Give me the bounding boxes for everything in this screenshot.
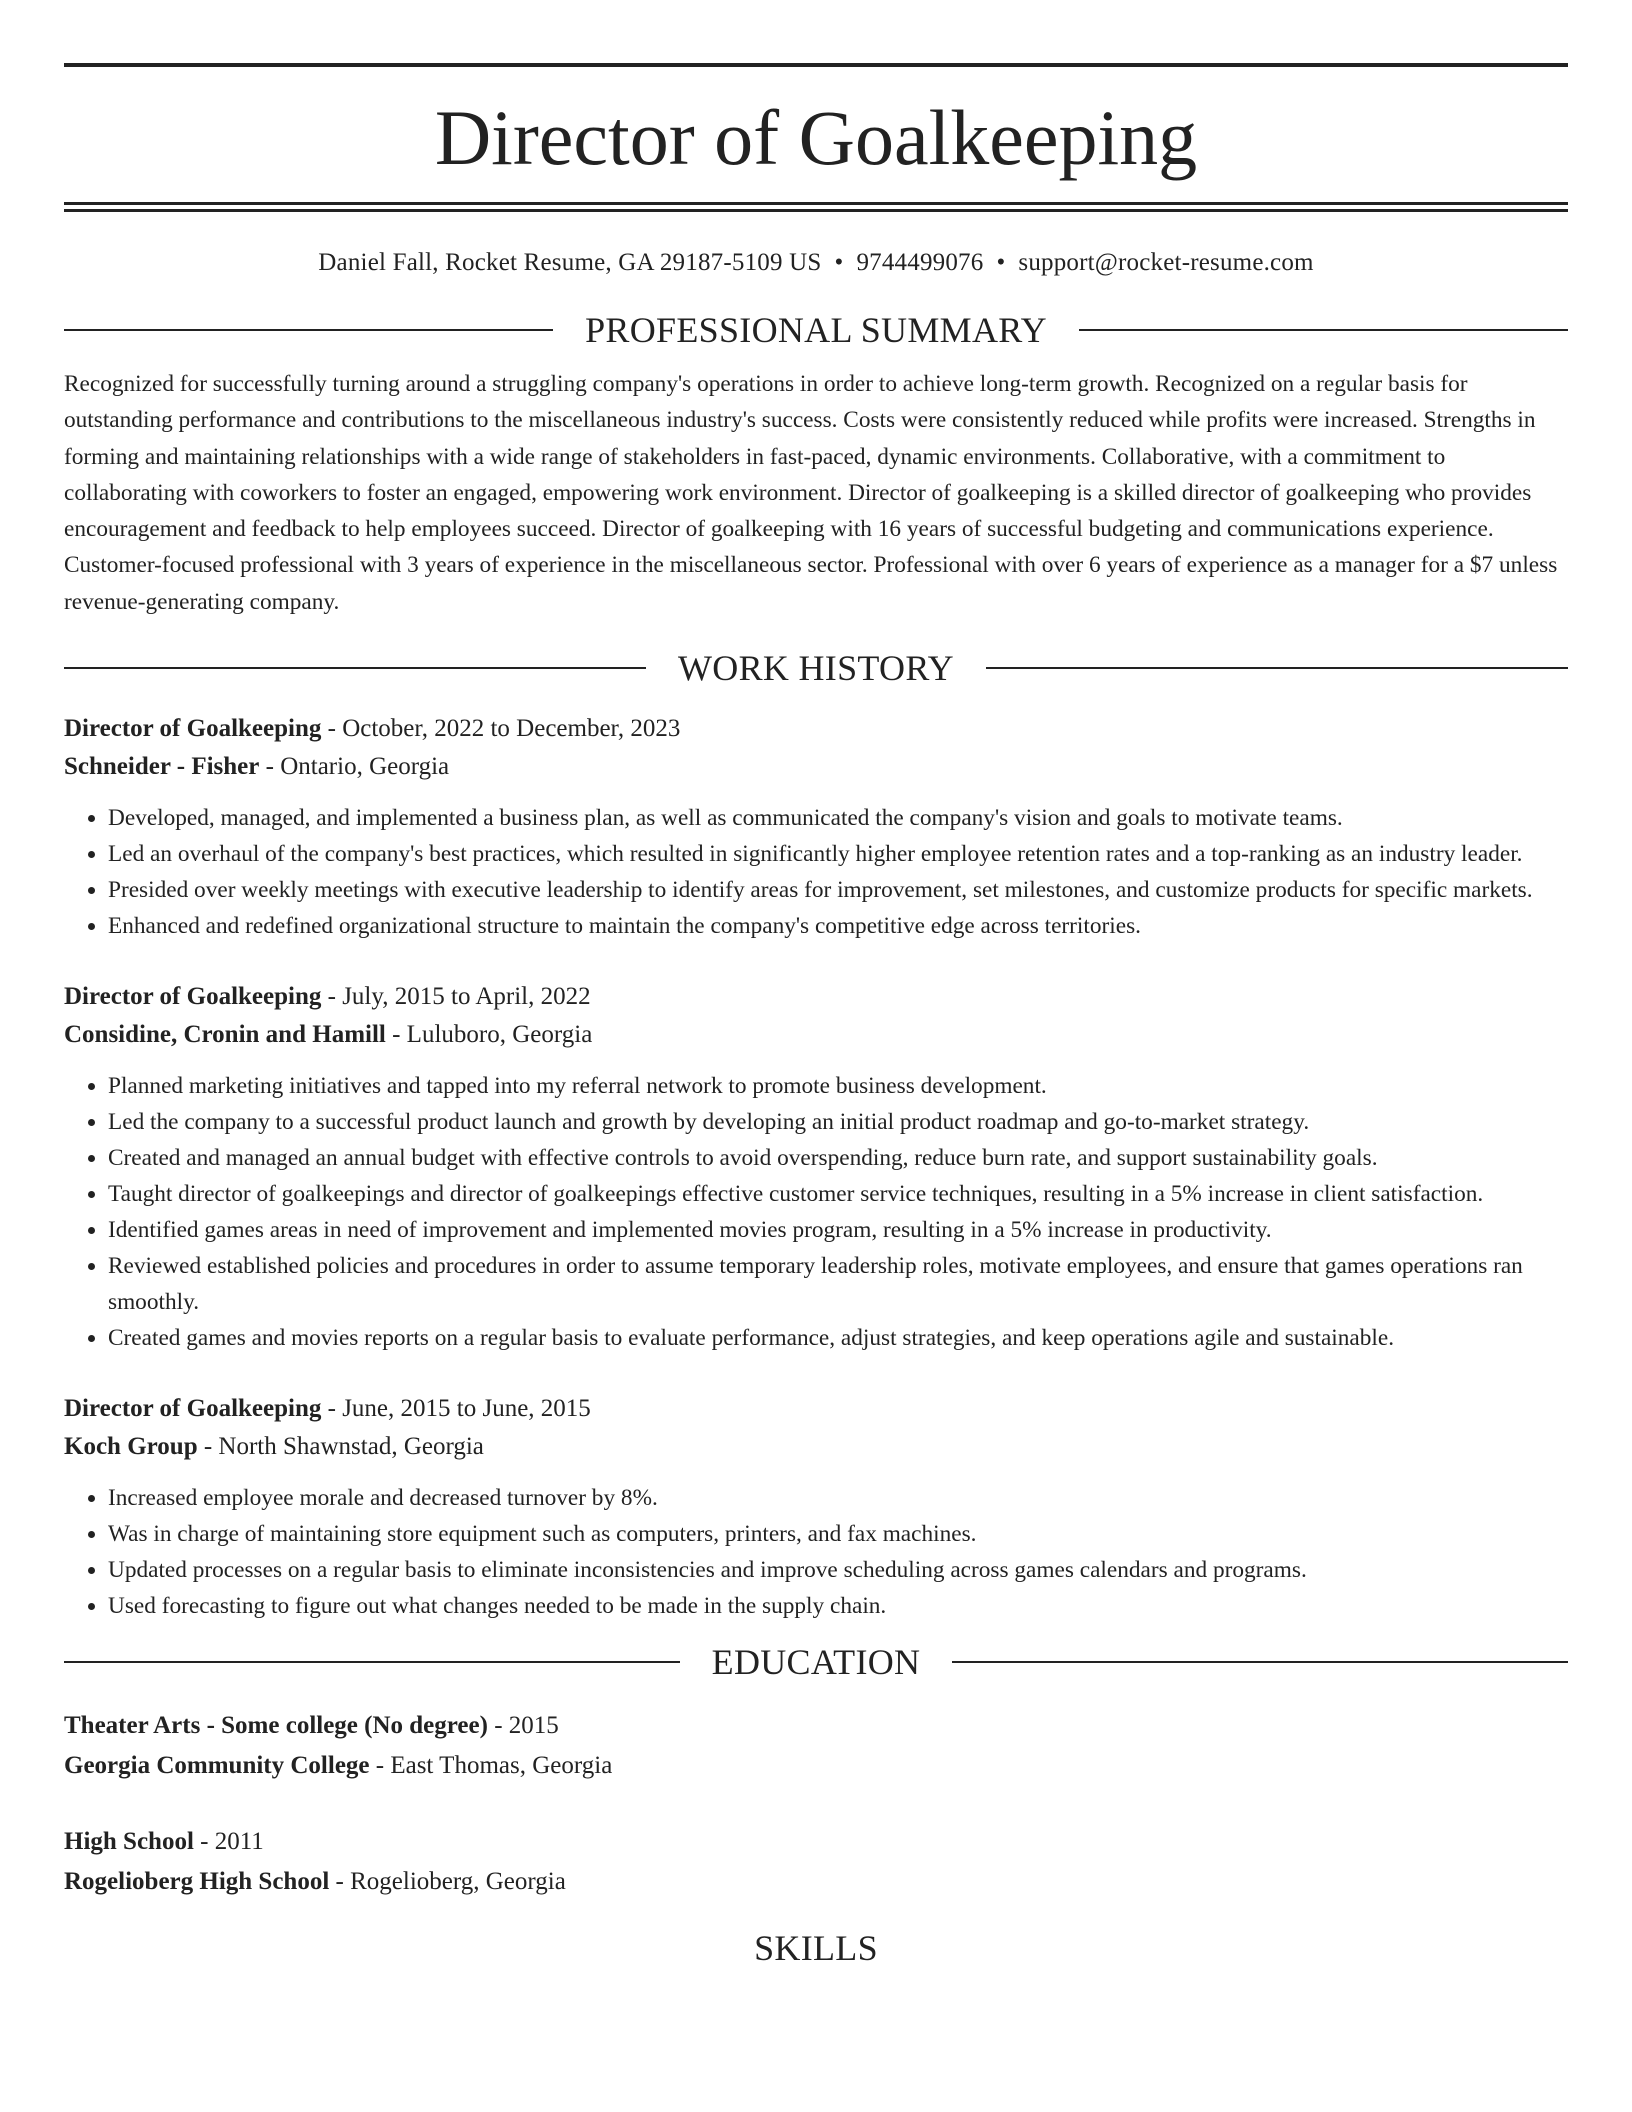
- job-bullet: • Created games and movies reports on a regular basis to evaluate performance, adjust strategies, and keep operations agile and sustainable.: [108, 1320, 1568, 1356]
- education-degree: Theater Arts - Some college (No degree): [64, 1712, 488, 1740]
- contact-separator: •: [834, 249, 844, 276]
- work-section-header: [64, 648, 1568, 689]
- job-title-line: [64, 1390, 1568, 1428]
- section-rule-right: [952, 1661, 1568, 1663]
- education-school-line: [64, 1746, 1568, 1786]
- section-rule-left: [64, 667, 646, 669]
- job-company: Schneider - Fisher: [64, 753, 260, 781]
- education-location: - Rogelioberg, Georgia: [329, 1868, 566, 1896]
- job-entry: [64, 978, 1568, 1356]
- job-bullet: • Led the company to a successful product launch and growth by developing an initial product roadmap and go-to-market strategy.: [108, 1104, 1568, 1140]
- education-section-title: EDUCATION: [711, 1642, 921, 1683]
- section-rule-left: [64, 1947, 722, 1949]
- job-dates: - July, 2015 to April, 2022: [321, 983, 591, 1011]
- education-year: - 2011: [193, 1828, 264, 1856]
- contact-email[interactable]: support@rocket-resume.com: [1018, 249, 1314, 276]
- job-entry: [64, 710, 1568, 944]
- education-school-line: [64, 1862, 1568, 1902]
- education-entry: [64, 1706, 1568, 1786]
- education-year: - 2015: [487, 1712, 559, 1740]
- job-title-line: [64, 978, 1568, 1016]
- section-rule-right: [1079, 329, 1568, 331]
- job-title: Director of Goalkeeping: [64, 1395, 322, 1423]
- section-rule-right: [910, 1947, 1568, 1949]
- job-dates: - October, 2022 to December, 2023: [321, 715, 681, 743]
- summary-section-header: [64, 312, 1568, 348]
- job-bullet: • Updated processes on a regular basis to eliminate inconsistencies and improve scheduling across games calendars and programs.: [108, 1552, 1568, 1588]
- job-bullet: • Enhanced and redefined organizational structure to maintain the company's competitive edge across territories.: [108, 908, 1568, 944]
- resume-title: Director of Goalkeeping: [434, 94, 1198, 181]
- title-double-rule: [64, 202, 1568, 212]
- job-bullet: • Developed, managed, and implemented a business plan, as well as communicated the company's vision and goals to motivate teams.: [108, 800, 1568, 836]
- section-rule-left: [64, 329, 553, 331]
- education-degree: High School: [64, 1828, 194, 1856]
- job-bullets: [64, 800, 1568, 944]
- job-company: Koch Group: [64, 1433, 198, 1461]
- job-bullets: [64, 1480, 1568, 1624]
- job-bullet: • Reviewed established policies and procedures in order to assume temporary leadership roles, motivate employees, and ensure that games operations ran smoothly.: [108, 1248, 1568, 1320]
- job-bullet: • Created and managed an annual budget with effective controls to avoid overspending, reduce burn rate, and support sustainability goals.: [108, 1140, 1568, 1176]
- job-location: - Luluboro, Georgia: [385, 1021, 593, 1049]
- contact-separator: •: [996, 249, 1006, 276]
- job-company-line: [64, 1016, 1568, 1054]
- skills-section-title: SKILLS: [754, 1928, 878, 1969]
- professional-summary: Recognized for successfully turning around a struggling company's operations in order to achieve long-term growth. Recognized on a regular basis for outstanding performance and contributions to the miscellaneous industry's success. Costs were consistently reduced while profits were increased. Strengths in forming and maintaining relationships with a wide range of stakeholders in fast-paced, dynamic environments. Collaborative, with a commitment to collaborating with coworkers to foster an engaged, empowering work environment. Director of goalkeeping is a skilled director of goalkeeping who provides encouragement and feedback to help employees succeed. Director of goalkeeping with 16 years of successful budgeting and communications experience. Customer-focused professional with 3 years of experience in the miscellaneous sector. Professional with over 6 years of experience as a manager for a $7 unless revenue-generating company.: [64, 371, 1558, 615]
- education-entry: [64, 1822, 1568, 1902]
- section-rule-right: [986, 667, 1568, 669]
- job-company-line: [64, 748, 1568, 786]
- job-title: Director of Goalkeeping: [64, 715, 322, 743]
- section-rule-left: [64, 1661, 680, 1663]
- education-school: Georgia Community College: [64, 1752, 370, 1780]
- work-section-title: WORK HISTORY: [678, 648, 954, 689]
- education-degree-line: [64, 1822, 1568, 1862]
- job-title: Director of Goalkeeping: [64, 983, 322, 1011]
- summary-section-title: PROFESSIONAL SUMMARY: [585, 310, 1047, 350]
- education-location: - East Thomas, Georgia: [369, 1752, 613, 1780]
- job-title-line: [64, 710, 1568, 748]
- skills-section-header: [64, 1928, 1568, 1969]
- job-location: - North Shawnstad, Georgia: [197, 1433, 484, 1461]
- job-bullets: [64, 1068, 1568, 1356]
- job-entry: [64, 1390, 1568, 1624]
- job-dates: - June, 2015 to June, 2015: [321, 1395, 591, 1423]
- resume-page: [64, 0, 1568, 1969]
- job-bullet: • Identified games areas in need of improvement and implemented movies program, resulting in a 5% increase in productivity.: [108, 1212, 1568, 1248]
- job-bullet: • Increased employee morale and decreased turnover by 8%.: [108, 1480, 1568, 1516]
- education-section-header: [64, 1642, 1568, 1683]
- contact-phone[interactable]: 9744499076: [856, 249, 984, 276]
- job-company-line: [64, 1428, 1568, 1466]
- education-school: Rogelioberg High School: [64, 1868, 330, 1896]
- job-company: Considine, Cronin and Hamill: [64, 1021, 386, 1049]
- job-location: - Ontario, Georgia: [259, 753, 450, 781]
- job-bullet: • Planned marketing initiatives and tapped into my referral network to promote business development.: [108, 1068, 1568, 1104]
- job-bullet: • Presided over weekly meetings with executive leadership to identify areas for improvement, set milestones, and customize products for specific markets.: [108, 872, 1568, 908]
- education-degree-line: [64, 1706, 1568, 1746]
- contact-line: [64, 248, 1568, 278]
- job-bullet: • Led an overhaul of the company's best practices, which resulted in significantly higher employee retention rates and a top-ranking as an industry leader.: [108, 836, 1568, 872]
- contact-address: Daniel Fall, Rocket Resume, GA 29187-5109 US: [318, 249, 822, 276]
- job-bullet: • Taught director of goalkeepings and director of goalkeepings effective customer service techniques, resulting in a 5% increase in client satisfaction.: [108, 1176, 1568, 1212]
- job-bullet: • Used forecasting to figure out what changes needed to be made in the supply chain.: [108, 1588, 1568, 1624]
- job-bullet: • Was in charge of maintaining store equipment such as computers, printers, and fax machines.: [108, 1516, 1568, 1552]
